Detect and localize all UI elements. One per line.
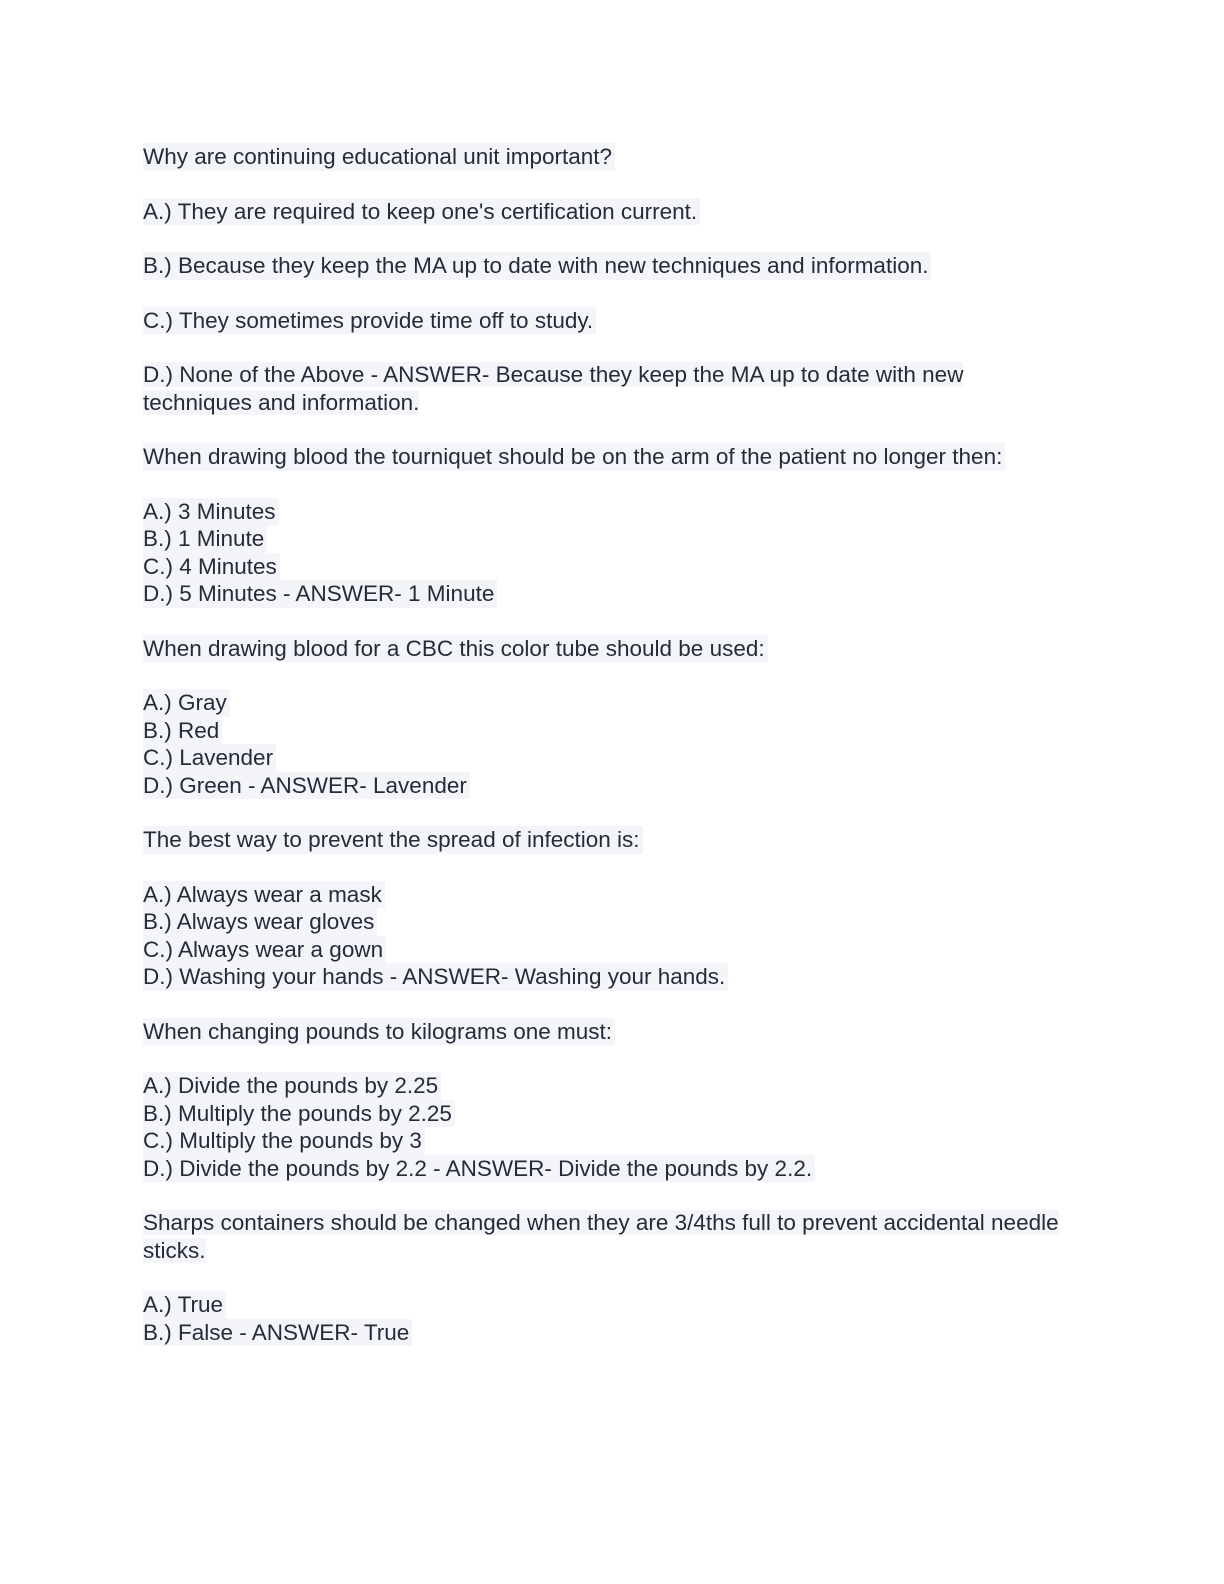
question-3-options xyxy=(143,689,1063,799)
answer-option: A.) 3 Minutes xyxy=(143,498,279,526)
question-5-options xyxy=(143,1072,1063,1182)
question-prompt-text: Sharps containers should be changed when they are 3/4ths full to prevent accidental needle sticks. xyxy=(143,1210,1059,1263)
answer-option: A.) Divide the pounds by 2.25 xyxy=(143,1072,441,1100)
question-prompt: When changing pounds to kilograms one must: xyxy=(143,1018,615,1046)
answer-option: D.) 5 Minutes - ANSWER- 1 Minute xyxy=(143,580,497,608)
answer-option xyxy=(143,361,1063,416)
question-2-prompt-block xyxy=(143,443,1063,471)
answer-option: B.) False - ANSWER- True xyxy=(143,1319,412,1347)
question-1-prompt-block xyxy=(143,143,1063,171)
question-6-prompt-block xyxy=(143,1209,1063,1264)
question-prompt: When drawing blood the tourniquet should be on the arm of the patient no longer then: xyxy=(143,443,1005,471)
answer-option: D.) Divide the pounds by 2.2 - ANSWER- Divide the pounds by 2.2. xyxy=(143,1155,815,1183)
question-4-prompt-block xyxy=(143,826,1063,854)
answer-option: B.) Always wear gloves xyxy=(143,908,377,936)
answer-option: B.) Red xyxy=(143,717,222,745)
question-2-options xyxy=(143,498,1063,608)
answer-option: C.) Lavender xyxy=(143,744,276,772)
option-block xyxy=(143,361,1063,416)
question-prompt xyxy=(143,1209,1063,1264)
answer-option: A.) Always wear a mask xyxy=(143,881,385,909)
question-6-options xyxy=(143,1291,1063,1346)
answer-option: C.) 4 Minutes xyxy=(143,553,280,581)
document-body xyxy=(143,143,1063,1373)
question-prompt: The best way to prevent the spread of infection is: xyxy=(143,826,643,854)
option-block xyxy=(143,307,1063,335)
answer-option: B.) 1 Minute xyxy=(143,525,267,553)
answer-option: B.) Because they keep the MA up to date with new techniques and information. xyxy=(143,252,931,280)
answer-option: D.) Washing your hands - ANSWER- Washing your hands. xyxy=(143,963,728,991)
answer-option: C.) They sometimes provide time off to study. xyxy=(143,307,596,335)
answer-option: A.) They are required to keep one's certification current. xyxy=(143,198,700,226)
answer-option: C.) Multiply the pounds by 3 xyxy=(143,1127,425,1155)
option-block xyxy=(143,252,1063,280)
answer-option-text: D.) None of the Above - ANSWER- Because they keep the MA up to date with new techniques and information. xyxy=(143,362,964,415)
question-prompt: Why are continuing educational unit important? xyxy=(143,143,615,171)
answer-option: A.) Gray xyxy=(143,689,230,717)
option-block xyxy=(143,198,1063,226)
question-prompt: When drawing blood for a CBC this color tube should be used: xyxy=(143,635,768,663)
answer-option: C.) Always wear a gown xyxy=(143,936,386,964)
question-4-options xyxy=(143,881,1063,991)
answer-option: A.) True xyxy=(143,1291,226,1319)
answer-option: D.) Green - ANSWER- Lavender xyxy=(143,772,470,800)
question-3-prompt-block xyxy=(143,635,1063,663)
answer-option: B.) Multiply the pounds by 2.25 xyxy=(143,1100,455,1128)
question-5-prompt-block xyxy=(143,1018,1063,1046)
